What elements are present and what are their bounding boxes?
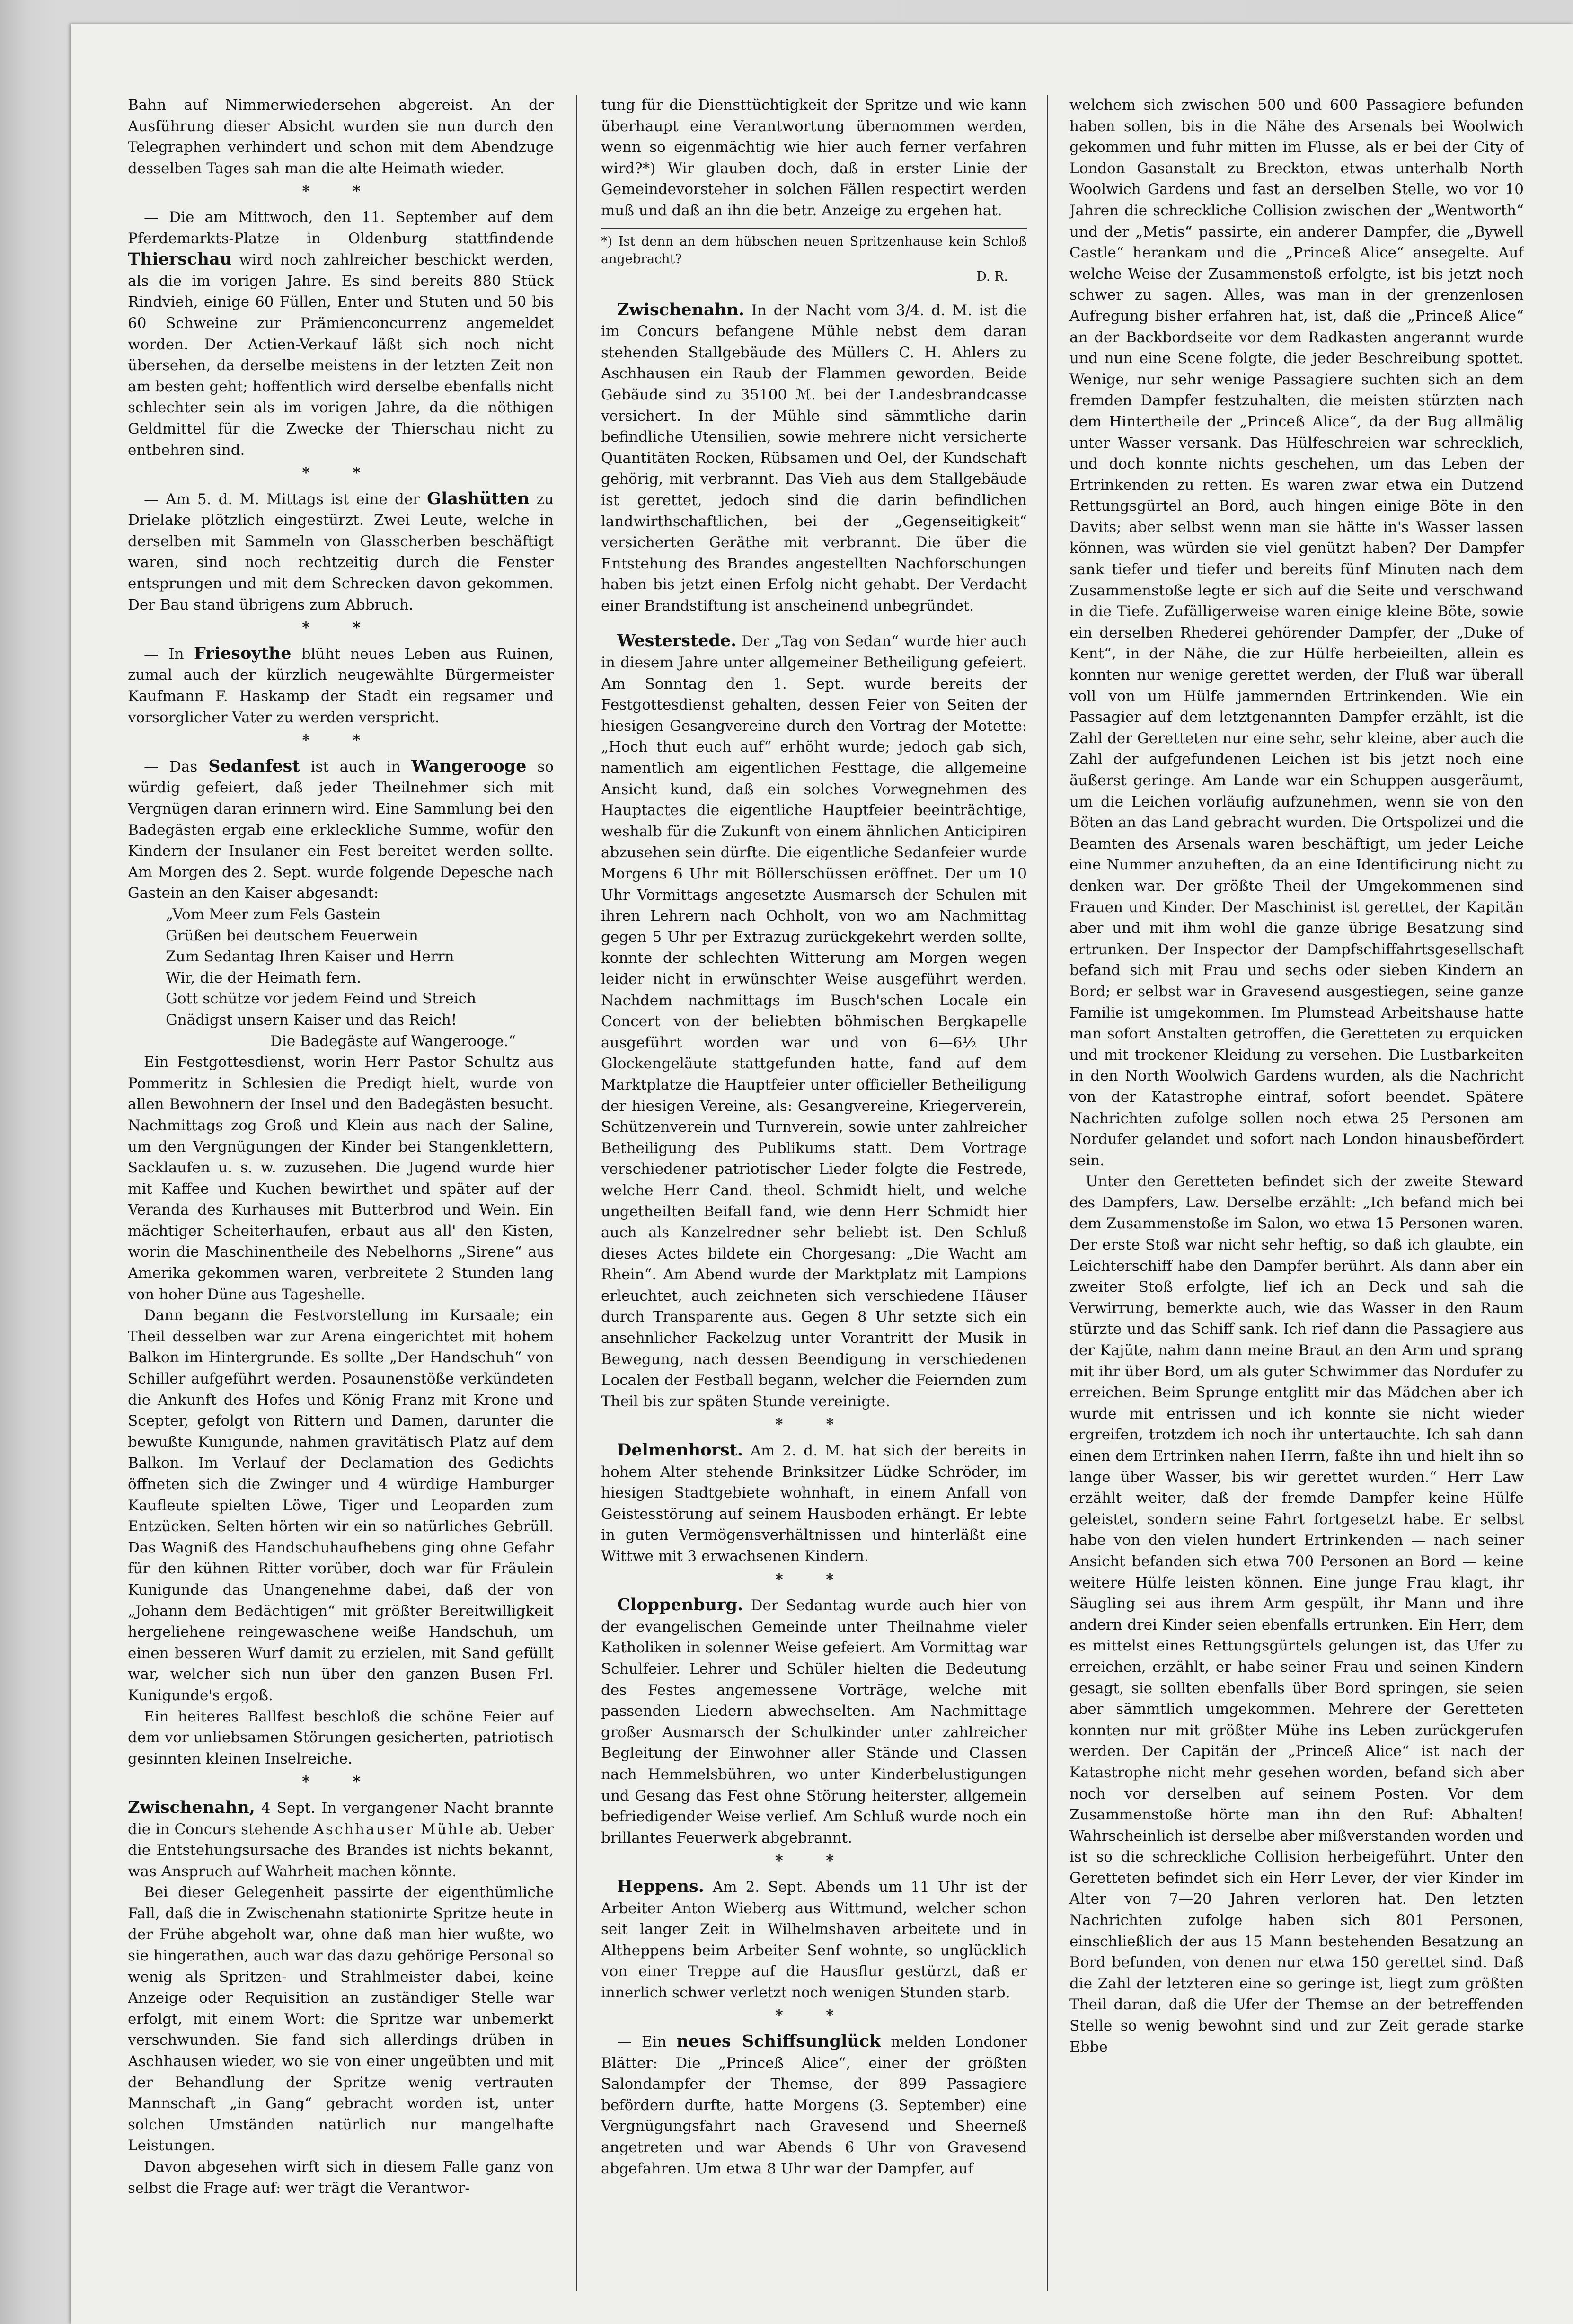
article-thierschau (128, 207, 554, 461)
column-3 (1069, 95, 1524, 2291)
article-lead: — In (144, 645, 184, 663)
separator: * * (302, 732, 380, 749)
paragraph: Unter den Geretteten befindet sich der zweite Steward des Dampfers, Law. Derselbe erzählt: „Ich befand mich bei dem Zusammenstoße im Salon, wo etwa 15 Personen waren. Der erste Stoß war nicht sehr heftig, so daß ich glaubte, ein Leichterschiff habe den Dampfer berührt. Als dann aber ein zweiter Stoß erfolgte, lief ich an Deck und sah die Verwirrung, bemerkte auch, wie das Wasser in den Raum stürzte und das Schiff sank. Ich rief dann die Passagiere aus der Kajüte, nahm dann meine Braut an den Arm und sprang mit ihr über Bord, um als guter Schwimmer das Nordufer zu erreichen. Beim Sprunge entglitt mir das Mädchen aber ich wurde mit entrissen und ich konnte sie nicht wieder ergreifen, trotzdem ich noch ihr untertauchte. Ich sah dann einen dem Ertrinken nahen Herrn, faßte ihn und hielt ihn so lange über Wasser, bis wir gerettet wurden.“ Herr Law erzählt weiter, daß der fremde Dampfer keine Hülfe geleistet, sondern seine Fahrt fortgesetzt habe. Er selbst habe von den vielen hundert Ertrinkenden — nach seiner Ansicht befanden sich etwa 700 Personen an Bord — keine weitere Hülfe leisten können. Eine junge Frau klagt, ihr Säugling sei aus ihrem Arm gespült, ihr Mann und ihre andern drei Kinder seien ebenfalls ertrunken. Ein Herr, dem es mittelst eines Rettungsgürtels gelungen ist, das Ufer zu erreichen, erzählt, er habe seiner Frau und seinen Kindern gesagt, sie sollten ebenfalls über Bord springen, sie seien aber sämmtlich umgekommen. Mehrere der Geretteten konnten nur mit größter Mühe ins Leben zurückgerufen werden. Der Capitän der „Princeß Alice“ ist nach der Katastrophe nicht mehr gesehen worden, befand sich aber noch vor derselben auf seinem Posten. Vor dem Zusammenstoße hörte man ihn den Ruf: Abhalten! Wahrscheinlich ist derselbe aber mißverstanden worden und ist so die schreckliche Collision herbeigeführt. Unter den Geretteten befindet sich ein Herr Lever, der vier Kinder im Alter von 7—20 Jahren verloren hat. Den letzten Nachrichten zufolge haben sich 801 Personen, einschließlich der aus 15 Mann bestehenden Besatzung an Bord befunden, von denen nur etwa 150 gerettet sind. Daß die Zahl der letzteren eine so geringe ist, liegt zum größten Theil daran, daß die Ufer der Themse an der betreffenden Stelle so wenig bewohnt sind und zur Zeit gerade starke Ebbe (1069, 1173, 1524, 2056)
poem-line: Gott schütze vor jedem Feind und Streich (166, 990, 477, 1008)
separator: * * (302, 1773, 380, 1791)
continued-paragraph: welchem sich zwischen 500 und 600 Passagiere befunden haben sollen, bis in die Nähe des Arsenals bei Woolwich gekommen und fuhr mitten im Flusse, als er bei der City of London Gasanstalt zu Breckton, etwas unterhalb North Woolwich Gardens und fast an derselben Stelle, wo vor 10 Jahren die schreckliche Collision zwischen der „Wentworth“ und der „Metis“ passirte, ein anderer Dampfer, die „Bywell Castle“ herankam und die „Princeß Alice“ ansegelte. Auf welche Weise der Zusammenstoß erfolgte, ist bis jetzt noch schwer zu sagen. Alles, was man in der grenzenlosen Aufregung bisher erfahren hat, ist, daß die „Princeß Alice“ an der Backbordseite vor dem Radkasten angerannt wurde und nun eine Scene folgte, die jeder Beschreibung spottet. Wenige, nur sehr wenige Passagiere suchten sich an dem fremden Dampfer festzuhalten, die meisten stürzten nach dem Hintertheile der „Princeß Alice“, da der Bug allmälig unter Wasser versank. Das Hülfeschreien war schrecklich, und doch konnte nichts geschehen, um das Leben der Ertrinkenden zu retten. Es waren zwar etwa ein Dutzend Rettungsgürtel an Bord, auch hingen einige Böte in den Davits; aber selbst wenn man sie hätte in's Wasser lassen können, was würden sie viel genützt haben? Der Dampfer sank tiefer und tiefer und bereits fünf Minuten nach dem Zusammenstoße legte er sich auf die Seite und verschwand in die Tiefe. Zufälligerweise waren einige kleine Böte, sowie ein derselben Rhederei gehörender Dampfer, der „Duke of Kent“, in der Nähe, die zur Hülfe herbeieilten, allein es konnten nur wenige gerettet werden, der Fluß war überall voll von um Hülfe jammernden Ertrinkenden. Wie ein Passagier auf dem letztgenannten Dampfer erzählt, ist die Zahl der Geretteten nur eine sehr, sehr kleine, aber auch die Zahl der aufgefundenen Leichen ist bis jetzt noch eine äußerst geringe. Am Lande war ein Schuppen ausgeräumt, um die Leichen vorläufig aufzunehmen, wenn sie von den Böten an das Land gebracht wurden. Die Ortspolizei und die Beamten des Arsenals waren beschäftigt, um jeder Leiche eine Nummer anzuheften, da an eine Identificirung nicht zu denken war. Der größte Theil der Umgekommenen sind Frauen und Kinder. Der Maschinist ist gerettet, der Kapitän aber und mit ihm wohl die ganze übrige Besatzung sind ertrunken. Der Inspector der Dampfschiffahrtsgesellschaft befand sich mit Frau und sechs oder sieben Kindern an Bord; er selbst war in Gravesend ausgestiegen, seine ganze Familie ist umgekommen. Im Plumstead Arbeitshause hatte man sofort Anstalten getroffen, die Geretteten zu erquicken und mit trockener Kleidung zu versehen. Die Lustbarkeiten in den North Woolwich Gardens wurden, als die Nachricht von der Katastrophe eintraf, sofort beendet. Spätere Nachrichten zufolge sollen noch etwa 25 Personen am Nordufer gelandet und sofort nach London hinausbefördert sein. (1069, 97, 1524, 1169)
poem-signature: Die Badegäste auf Wangerooge.“ (270, 1032, 516, 1050)
article-schiffsunglueck (601, 2031, 1027, 2179)
column-1 (128, 95, 554, 2291)
article-heading-delmenhorst: Delmenhorst. (617, 1440, 743, 1460)
article-heppens (601, 1876, 1027, 2004)
paragraph: Bei dieser Gelegenheit passirte der eigenthümliche Fall, daß die in Zwischenahn stationirte Spritze heute in der Frühe abgeholt war, ohne daß man hier wußte, wo sie hingerathen, auch war das dazu gehörige Personal so wenig als Spritzen- und Strahlmeister dabei, keine Anzeige oder Requisition an zuständiger Stelle war erfolgt, mit einem Wort: die Spritze war unbemerkt verschwunden. Sie fand sich allerdings drüben in Aschhausen wieder, wo sie von einer ungeübten und mit der Behandlung der Spritze wenig vertrauten Mannschaft „in Gang“ gebracht worden ist, unter solchen Umständen natürlich nur mangelhafte Leistungen. (128, 1884, 554, 2155)
separator: * * (775, 2007, 853, 2024)
article-heading-glashuetten: Glashütten (427, 488, 530, 508)
article-heading-schiffsunglueck: neues Schiffsunglück (676, 2031, 881, 2051)
separator: * * (302, 183, 380, 200)
article-heading-westerstede: Westerstede. (617, 631, 737, 651)
newspaper-page (71, 24, 1573, 2324)
footnote (601, 228, 1027, 285)
footnote-signature: D. R. (976, 269, 1008, 284)
poem-line: Gnädigst unsern Kaiser und das Reich! (166, 1011, 457, 1029)
paragraph: Ein heiteres Ballfest beschloß die schöne Feier auf dem vor unliebsamen Störungen gesicherten, patriotisch gesinnten kleinen Inselreiche. (128, 1708, 554, 1767)
article-body: so würdig gefeiert, daß jeder Theilnehmer sich mit Vergnügen daran erinnern wird. Eine Sammlung bei den Badegästen ergab eine erkleckliche Summe, wofür den Kindern der Insulaner ein Fest bereitet werden sollte. Am Morgen des 2. Sept. wurde folgende Depesche nach Gastein an den Kaiser abgesandt: (128, 758, 554, 902)
poem-line: Grüßen bei deutschem Feuerwein (166, 927, 418, 944)
article-friesoythe (128, 643, 554, 728)
article-heading-thierschau: Thierschau (128, 249, 232, 269)
article-lead: 4 Sept. In vergangener Nacht brannte die in Concurs stehende (128, 1799, 554, 1838)
telegram-poem (166, 904, 554, 1052)
article-body: zu Drielake plötzlich eingestürzt. Zwei Leute, welche in derselben mit Sammeln von Glasscherben beschäftigt waren, sind noch rechtzeitig durch die Fenster entsprungen und mit dem Schrecken davon gekommen. Der Bau stand übrigens zum Abbruch. (128, 490, 554, 613)
column-rule-2 (1047, 95, 1048, 2291)
article-lead: — Am 5. d. M. Mittags ist eine der (144, 490, 420, 508)
article-heading-zwischenahn: Zwischenahn. (617, 300, 744, 319)
article-delmenhorst (601, 1440, 1027, 1567)
separator: * * (775, 1416, 853, 1433)
article-cloppenburg (601, 1595, 1027, 1848)
poem-line: Zum Sedantag Ihren Kaiser und Herrn (166, 948, 454, 966)
article-heading-friesoythe: Friesoythe (194, 643, 292, 663)
article-body: melden Londoner Blätter: Die „Princeß Alice“, einer der größten Salondampfer der Themse, der 899 Passagiere befördern durfte, hatte Morgens (3. September) eine Vergnügungsfahrt nach Gravesend und Sheerneß angetreten und war Abends 6 Uhr von Gravesend abgefahren. Um etwa 8 Uhr war der Dampfer, auf (601, 2033, 1027, 2177)
column-2 (601, 95, 1027, 2291)
article-body: Am 2. d. M. hat sich der bereits in hohem Alter stehende Brinksitzer Lüdke Schröder, im hiesigen Stadtgebiete wohnhaft, in einem Anfall von Geistesstörung auf seinem Hausboden erhängt. Er lebte in guten Vermögensverhältnissen und hinterläßt eine Wittwe mit 3 erwachsenen Kindern. (601, 1442, 1027, 1565)
article-zwischenahn-2 (601, 300, 1027, 617)
column-rule-1 (576, 95, 577, 2291)
article-heading-zwischenahn: Zwischenahn, (128, 1797, 255, 1817)
poem-line: „Vom Meer zum Fels Gastein (166, 905, 381, 923)
separator: * * (302, 619, 380, 637)
article-heading-sedanfest: Sedanfest (208, 756, 300, 776)
article-body: In der Nacht vom 3/4. d. M. ist die im Concurs befangene Mühle nebst dem daran stehenden Stallgebäude des Müllers C. H. Ahlers zu Aschhausen ein Raub der Flammen geworden. Beide Gebäude sind zu 35100 ℳ. bei der Landesbrandcasse versichert. In der Mühle sind sämmtliche darin befindliche Utensilien, sowie mehrere nicht versicherte Quantitäten Rocken, Rübsamen und Oel, der Kundschaft gehörig, mit verbrannt. Das Vieh aus dem Stallgebäude ist gerettet, jedoch sind die darin befindlichen landwirthschaftlichen, bei der „Gegenseitigkeit“ versicherten Geräthe mit verbrannt. Die über die Entstehung des Brandes angestellten Nachforschungen haben bis jetzt einen Erfolg nicht gehabt. Der Verdacht einer Brandstiftung ist anscheinend unbegründet. (601, 302, 1027, 614)
article-lead: — Die am Mittwoch, den 11. September auf dem Pferdemarkts-Platze in Oldenburg stattfindende (128, 208, 554, 247)
article-lead: — Das (144, 758, 198, 775)
article-sedanfest (128, 756, 554, 904)
article-heading-wangerooge: Wangerooge (411, 756, 527, 776)
article-body: Am 2. Sept. Abends um 11 Uhr ist der Arbeiter Anton Wieberg aus Wittmund, welcher schon seit langer Zeit in Wilhelmshaven arbeitete und in Altheppens beim Arbeiter Senf wohnte, so unglücklich von einer Treppe auf die Hausflur gestürzt, daß er innerlich schwer verletzt noch wenigen Stunden starb. (601, 1878, 1027, 2001)
continued-paragraph: tung für die Diensttüchtigkeit der Spritze und wie kann überhaupt eine Verantwortung übernommen werden, wenn so eigenmächtig wie hier auch ferner verfahren wird?*) Wir glauben doch, daß in erster Linie der Gemeindevorsteher in solchen Fällen respectirt werden muß und daß an ihn die betr. Anzeige zu ergehen hat. (601, 97, 1027, 219)
article-emphasis: Aschhauser Mühle (313, 1820, 475, 1838)
article-body: Der „Tag von Sedan“ wurde hier auch in diesem Jahre unter allgemeiner Betheiligung gefeiert. Am Sonntag den 1. Sept. wurde bereits der Festgottesdienst gehalten, dessen Feier von Seiten der hiesigen Gesangvereine durch den Vortrag der Motette: „Hoch thut euch auf“ erhöht wurde; jedoch gab sich, namentlich am eigentlichen Festtage, die allgemeine Ansicht kund, daß ein solches Vorwegnehmen des Hauptactes die eigentliche Hauptfeier beeinträchtige, weshalb für die Zukunft von einem ähnlichen Anticipiren abzusehen sein dürfte. Die eigentliche Sedanfeier wurde Morgens 6 Uhr mit Böllerschüssen eröffnet. Der um 10 Uhr Vormittags angesetzte Ausmarsch der Schulen mit ihren Lehrern nach Ochholt, von wo am Nachmittag gegen 5 Uhr per Extrazug zurückgekehrt werden sollte, konnte der schlechten Witterung am Morgen wegen leider nicht in erwünschter Weise ausgeführt werden. Nachdem nachmittags im Busch'schen Locale ein Concert von der beliebten böhmischen Bergkapelle ausgeführt worden war und von 6—6½ Uhr Glockengeläute stattgefunden hatte, fand auf dem Marktplatze die Hauptfeier unter officieller Betheiligung der hiesigen Vereine, als: Gesangvereine, Kriegerverein, Schützenverein und Turnverein, sowie unter zahlreicher Betheiligung des Publikums statt. Dem Vortrage verschiedener patriotischer Lieder folgte die Festrede, welche Herr Cand. theol. Schmidt hielt, und welche ungetheilten Beifall fand, wie denn Herr Schmidt hier auch als Kanzelredner sehr beliebt ist. Den Schluß dieses Actes bildete ein Chorgesang: „Die Wacht am Rhein“. Am Abend wurde der Marktplatz mit Lampions erleuchtet, auch zeichneten sich verschiedene Häuser durch Transparente aus. Gegen 8 Uhr setzte sich ein ansehnlicher Fackelzug unter Vorantritt der Musik in Bewegung, nach dessen Beendigung in verschiedenen Localen der Festball begann, welcher die Feiernden zum Theil bis zur späten Stunde vereinigte. (601, 633, 1027, 1410)
article-body: ab. Ueber die Entstehungsursache des Brandes ist nichts bekannt, was Anspruch auf Wahrheit machen könnte. (128, 1820, 554, 1880)
spacer (601, 616, 1027, 630)
article-glashuetten (128, 488, 554, 616)
article-lead: — Ein (617, 2033, 667, 2051)
separator: * * (775, 1570, 853, 1588)
paragraph: Dann begann die Festvorstellung im Kursaale; ein Theil desselben war zur Arena eingerichtet mit hohem Balkon im Hintergrunde. Es sollte „Der Handschuh“ von Schiller aufgeführt werden. Posaunenstöße verkündeten die Ankunft des Hofes und König Franz mit Krone und Scepter, gefolgt von Rittern und Damen, darunter die bewußte Kunigunde, nahmen gravitätisch Platz auf dem Balkon. Im Verlauf der Declamation des Gedichts öffneten sich die Zwinger und 4 würdige Hamburger Kaufleute spielten Löwe, Tiger und Leoparden zum Entzücken. Selten hörten wir ein so natürliches Gebrüll. Das Wagniß des Handschuhaufhebens ging ohne Gefahr für den kühnen Ritter vorüber, doch war für Fräulein Kunigunde das Unangenehme dabei, daß der von „Johann dem Bedächtigen“ mit größter Bereitwilligkeit hergeliehene reingewaschene weiße Handschuh, um einen besseren Wurf damit zu erzielen, mit Sand gefüllt war, welcher sich nun über den ganzen Busen Frl. Kunigunde's ergoß. (128, 1307, 554, 1704)
spacer (601, 285, 1027, 300)
article-zwischenahn-1 (128, 1797, 554, 1882)
paragraph: Davon abgesehen wirft sich in diesem Falle ganz von selbst die Frage auf: wer trägt die Verantwor- (128, 2158, 554, 2197)
separator: * * (775, 1852, 853, 1870)
article-lead: ist auch in (310, 758, 401, 775)
paragraph: Ein Festgottesdienst, worin Herr Pastor Schultz aus Pommeritz in Schlesien die Predigt hielt, wurde von allen Bewohnern der Insel und den Badegästen besucht. Nachmittags zog Groß und Klein aus nach der Saline, um den Vergnügungen der Kinder bei Stangenklettern, Sacklaufen u. s. w. zuzusehen. Die Jugend wurde hier mit Kaffee und Kuchen bewirthet und später auf der Veranda des Kurhauses mit Butterbrod und Wein. Ein mächtiger Scheiterhaufen, erbaut aus all' den Kisten, worin die Maschinentheile des Nebelhorns „Sirene“ aus Amerika gekommen waren, verbreitete 2 Stunden lang von hoher Düne aus Tageshelle. (128, 1054, 554, 1303)
poem-line: Wir, die der Heimath fern. (166, 969, 362, 986)
continued-paragraph: Bahn auf Nimmerwiedersehen abgereist. An der Ausführung dieser Absicht wurden sie nun durch den Telegraphen verhindert und schon mit dem Abendzuge desselben Tages sah man die alte Heimath wieder. (128, 97, 554, 177)
article-heading-heppens: Heppens. (617, 1876, 704, 1896)
article-heading-cloppenburg: Cloppenburg. (617, 1595, 743, 1615)
article-body: Der Sedantag wurde auch hier von der evangelischen Gemeinde unter Theilnahme vieler Katholiken in solenner Weise gefeiert. Am Vormittag war Schulfeier. Lehrer und Schüler hielten die Bedeutung des Festes angemessene Vorträge, welche mit passenden Liedern abwechselten. Am Nachmittage großer Ausmarsch der Schulkinder unter zahlreicher Begleitung der Einwohner aller Stände und Classen nach Hemmelsbühren, wo unter Kinderbelustigungen und Gesang das Fest ohne Störung heiterster, allgemein befriedigender Weise verlief. Am Schluß wurde noch ein brillantes Feuerwerk abgebrannt. (601, 1597, 1027, 1846)
article-body: blüht neues Leben aus Ruinen, zumal auch der kürzlich neugewählte Bürgermeister Kaufmann F. Haskamp der Stadt ein regsamer und vorsorglicher Vater zu werden verspricht. (128, 645, 554, 726)
footnote-text: *) Ist denn an dem hübschen neuen Spritzenhause kein Schloß angebracht? (601, 234, 1027, 266)
article-body: wird noch zahlreicher beschickt werden, als die im vorigen Jahre. Es sind bereits 880 Stück Rindvieh, einige 60 Füllen, Enter und Stuten und 50 bis 60 Schweine zur Prämienconcurrenz angemeldet worden. Der Actien-Verkauf läßt sich noch nicht übersehen, da derselbe meistens in der letzten Zeit non am besten geht; hoffentlich wird derselbe ebenfalls nicht schlechter sein als im vorigen Jahre, da die nöthigen Geldmittel für die Zwecke der Thierschau nicht zu entbehren sind. (128, 251, 554, 459)
separator: * * (302, 464, 380, 482)
article-westerstede (601, 630, 1027, 1412)
